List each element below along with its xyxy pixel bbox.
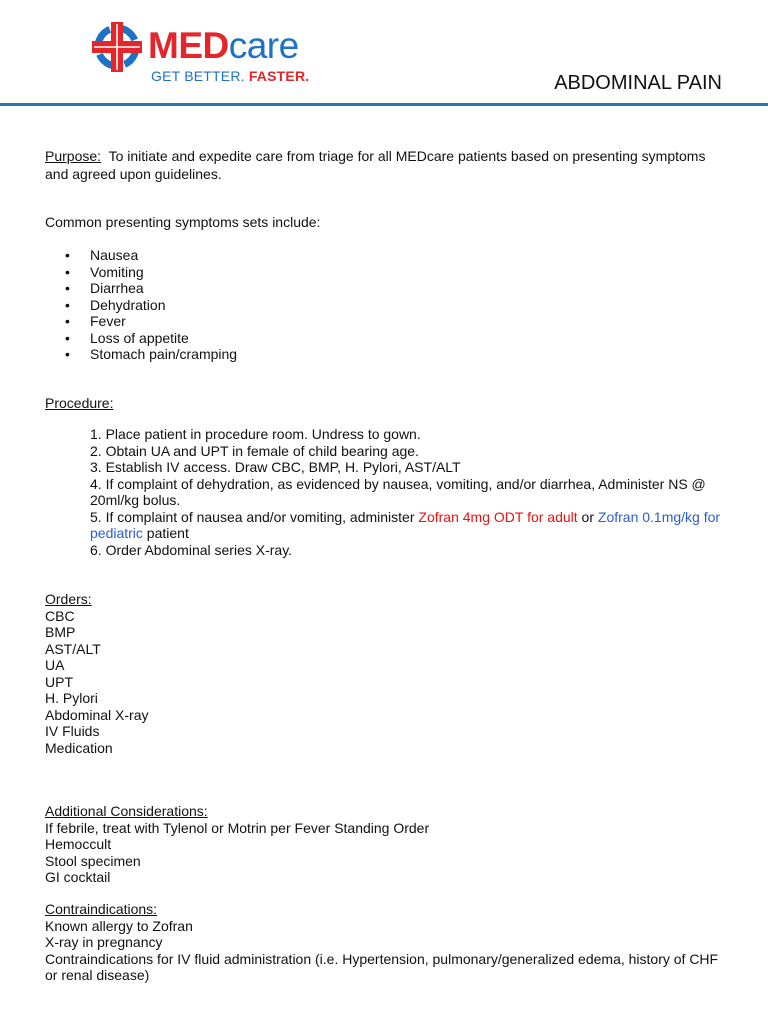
list-item: or renal disease) xyxy=(45,967,150,983)
list-item: GI cocktail xyxy=(45,869,111,885)
procedure-step-3: 3. Establish IV access. Draw CBC, BMP, H. Pylori, AST/ALT xyxy=(90,459,461,475)
list-item: H. Pylori xyxy=(45,690,98,706)
additional-list xyxy=(45,820,429,886)
procedure-step-1: 1. Place patient in procedure room. Undress to gown. xyxy=(90,426,421,442)
list-item: • Stomach pain/cramping xyxy=(45,346,237,363)
purpose-line-2: and agreed upon guidelines. xyxy=(45,166,222,182)
procedure-step-4-line-1: 4. If complaint of dehydration, as evidenced by nausea, vomiting, and/or diarrhea, Administer NS @ xyxy=(90,475,706,492)
list-item: Stool specimen xyxy=(45,852,141,869)
procedure-step-5-line-2 xyxy=(90,525,720,542)
list-item: • Loss of appetite xyxy=(45,330,237,347)
list-item: • Diarrhea xyxy=(45,280,237,297)
contraindications-list xyxy=(45,918,718,984)
procedure-step-2: 2. Obtain UA and UPT in female of child bearing age. xyxy=(90,442,419,459)
symptoms-list xyxy=(45,247,237,363)
list-item: If febrile, treat with Tylenol or Motrin per Fever Standing Order xyxy=(45,819,430,836)
list-item: BMP xyxy=(45,624,76,640)
procedure-step-4-line-2: 20ml/kg bolus. xyxy=(90,492,181,508)
list-item: AST/ALT xyxy=(45,640,101,657)
list-item: X-ray in pregnancy xyxy=(45,934,163,950)
medical-cross-icon xyxy=(92,20,142,74)
procedure-heading: Procedure: xyxy=(45,395,114,411)
list-item: Medication xyxy=(45,739,113,756)
list-item: Abdominal X-ray xyxy=(45,706,149,723)
list-item: Known allergy to Zofran xyxy=(45,917,193,934)
procedure-step-5-line-1 xyxy=(90,509,720,526)
logo-med: MED xyxy=(148,25,229,66)
list-item: • Nausea xyxy=(45,247,237,264)
list-item: Contraindications for IV fluid administration (i.e. Hypertension, pulmonary/generalized edema, history of CHF xyxy=(45,950,719,967)
step5-prefix: 5. If complaint of nausea and/or vomiting, administer xyxy=(90,508,419,525)
page-title: ABDOMINAL PAIN xyxy=(554,72,722,94)
logo-care: care xyxy=(228,25,299,66)
tagline-part-b: FASTER. xyxy=(248,68,310,84)
step5-adult-dose: Zofran 4mg ODT for adult xyxy=(418,508,578,525)
orders-list xyxy=(45,608,149,757)
contraindications-heading: Contraindications: xyxy=(45,901,158,917)
medcare-logo xyxy=(92,20,352,90)
purpose-label: Purpose: xyxy=(45,148,102,164)
step5-suffix: patient xyxy=(142,525,189,541)
list-item: UA xyxy=(45,657,65,673)
step5-pediatric-dose: Zofran 0.1mg/kg for xyxy=(597,508,721,525)
list-item: UPT xyxy=(45,673,73,690)
list-item: IV Fluids xyxy=(45,723,100,739)
additional-heading: Additional Considerations: xyxy=(45,803,208,819)
list-item: • Dehydration xyxy=(45,297,237,314)
logo-wordmark xyxy=(148,26,299,66)
procedure-steps xyxy=(90,426,720,558)
purpose-line-1 xyxy=(45,148,705,165)
list-item: • Fever xyxy=(45,313,237,330)
procedure-step-6: 6. Order Abdominal series X-ray. xyxy=(90,541,293,558)
tagline-part-a: GET BETTER. xyxy=(151,68,249,84)
logo-tagline xyxy=(151,68,309,84)
step5-pediatric-word: pediatric xyxy=(90,525,143,541)
orders-heading: Orders: xyxy=(45,591,92,607)
list-item: • Vomiting xyxy=(45,264,237,281)
symptoms-intro: Common presenting symptoms sets include: xyxy=(45,214,321,230)
header-divider xyxy=(0,103,768,106)
list-item: CBC xyxy=(45,607,75,624)
purpose-text-1: To initiate and expedite care from triage for all MEDcare patients based on presenting symptoms xyxy=(108,148,706,164)
list-item: Hemoccult xyxy=(45,836,112,852)
step5-or: or xyxy=(577,508,598,525)
